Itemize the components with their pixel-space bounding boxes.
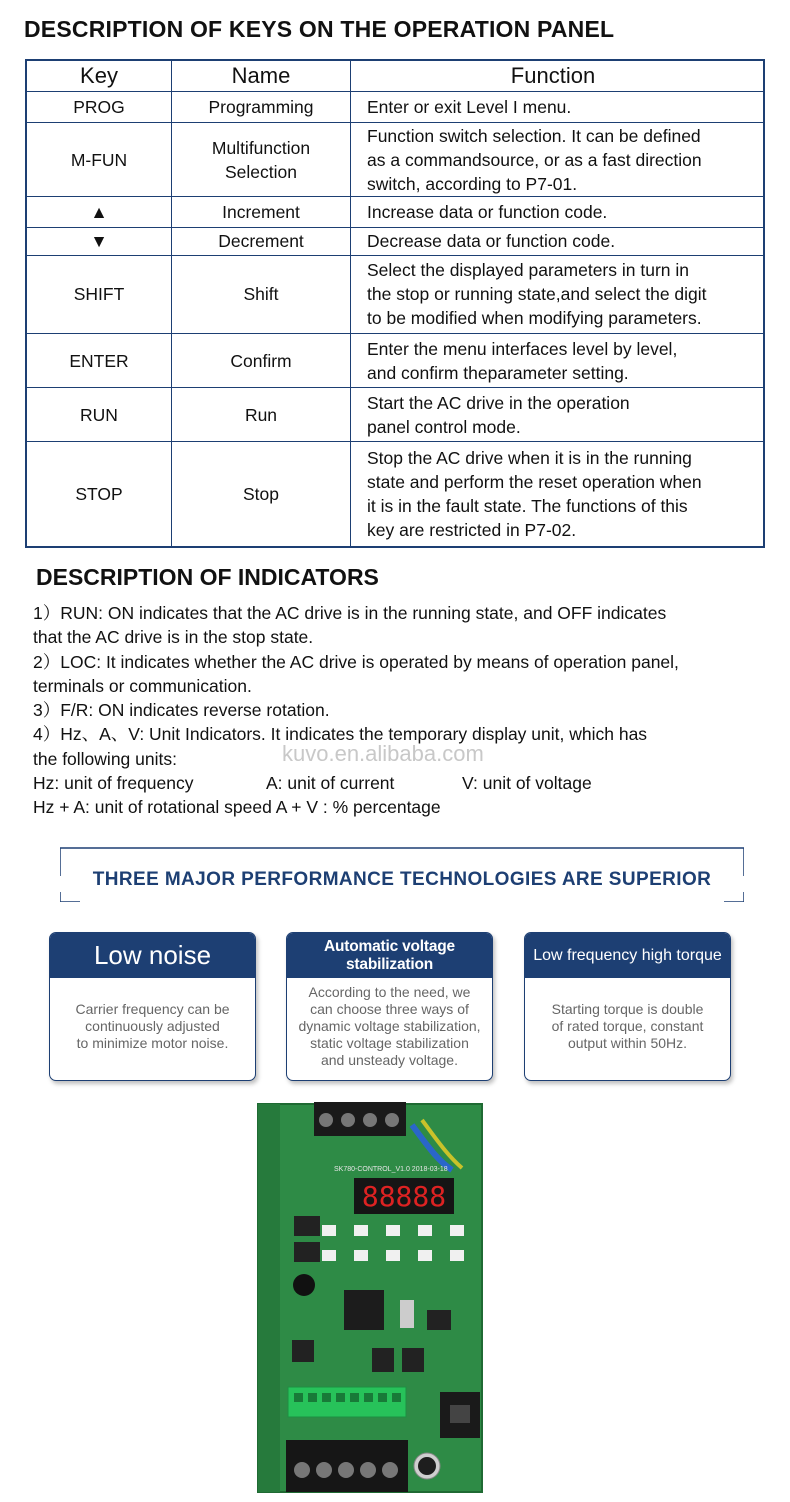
table-row <box>26 197 764 227</box>
cell-name-line: Increment <box>222 201 300 222</box>
units-combo-line: Hz + A: unit of rotational speed A + V : % percentage <box>33 797 441 818</box>
buzzer <box>293 1274 315 1296</box>
cell-function-line: it is in the fault state. The functions of this <box>367 495 688 516</box>
cell-name-line: Programming <box>208 96 314 117</box>
indicator-line: the following units: <box>33 748 177 769</box>
indicator-line: 1）RUN: ON indicates that the AC drive is in the running state, and OFF indicates <box>33 603 667 623</box>
cell-name-line: Run <box>244 404 278 425</box>
chip <box>427 1310 451 1330</box>
capacitor-top <box>418 1457 436 1475</box>
cell-key: M-FUN <box>26 122 172 196</box>
cell-name <box>172 441 351 547</box>
header-name: Name <box>172 60 351 91</box>
performance-banner <box>60 846 744 902</box>
cell-function-line: Select the displayed parameters in turn in <box>367 260 689 281</box>
feature-card-voltage-stabilization <box>286 932 493 1081</box>
cell-function <box>351 227 765 255</box>
cell-key: SHIFT <box>26 255 172 333</box>
watermark: kuvo.en.alibaba.com <box>282 741 484 766</box>
units-row <box>33 771 778 795</box>
cell-function <box>351 255 765 333</box>
cell-name <box>172 255 351 333</box>
cell-function <box>351 122 765 196</box>
indicator-line: 4）Hz、A、V: Unit Indicators. It indicates the temporary display unit, which has <box>33 724 648 745</box>
cell-function-line: Function switch selection. It can be defined <box>367 125 701 146</box>
cell-name-line: Multifunction <box>211 137 311 158</box>
header-function: Function <box>351 60 765 91</box>
indicator-line: that the AC drive is in the stop state. <box>33 627 314 648</box>
feature-card-low-noise <box>49 932 256 1081</box>
cell-name-line: Stop <box>243 483 279 504</box>
feature-desc-line: continuously adjusted <box>85 1017 220 1034</box>
cell-name-line: Confirm <box>230 350 292 371</box>
keys-table <box>25 59 765 548</box>
cell-function-line: key are restricted in P7-02. <box>367 519 577 540</box>
unit-a: A: unit of current <box>266 773 395 794</box>
chip <box>372 1348 394 1372</box>
cell-name <box>172 388 351 441</box>
feature-desc-line: According to the need, we <box>308 983 471 1000</box>
cell-name <box>172 227 351 255</box>
cell-name <box>172 197 351 227</box>
cell-name-line: Shift <box>243 284 279 305</box>
feature-card-high-torque <box>524 932 731 1081</box>
indicators-title: DESCRIPTION OF INDICATORS <box>36 564 379 590</box>
cell-function-line: state and perform the reset operation when <box>367 471 702 492</box>
chip <box>294 1216 320 1236</box>
cell-name <box>172 91 351 122</box>
indicator-line: 2）LOC: It indicates whether the AC drive is operated by means of operation panel, <box>33 651 679 672</box>
table-row <box>26 441 764 547</box>
feature-desc-line: of rated torque, constant <box>551 1017 704 1034</box>
indicators-text <box>33 601 778 820</box>
table-row <box>26 255 764 333</box>
cell-key: RUN <box>26 388 172 441</box>
table-row <box>26 122 764 196</box>
feature-title: Automatic voltage stabilization <box>287 933 492 978</box>
feature-desc-line: Starting torque is double <box>551 1000 704 1017</box>
cell-function-line: Increase data or function code. <box>367 201 608 222</box>
cell-function <box>351 334 765 388</box>
cell-key: PROG <box>26 91 172 122</box>
cell-function-line: panel control mode. <box>367 416 521 437</box>
cell-function-line: Enter or exit Level I menu. <box>367 96 572 117</box>
control-board-image <box>222 1100 492 1495</box>
feature-title: Low noise <box>50 933 255 978</box>
feature-desc-line: to minimize motor noise. <box>76 1034 229 1051</box>
cell-function <box>351 91 765 122</box>
cell-name-line: Selection <box>225 161 297 182</box>
cell-key: ▲ <box>26 197 172 227</box>
cell-function-line: Decrease data or function code. <box>367 231 616 252</box>
banner-text: THREE MAJOR PERFORMANCE TECHNOLOGIES ARE SUPERIOR <box>92 869 712 890</box>
cell-key: ENTER <box>26 334 172 388</box>
cell-key: ▼ <box>26 227 172 255</box>
feature-desc-line: Carrier frequency can be <box>75 1000 230 1017</box>
table-row <box>26 388 764 441</box>
cell-function-line: as a commandsource, or as a fast direction <box>367 149 702 170</box>
pcb-edge <box>258 1104 280 1492</box>
mcu-chip <box>344 1290 384 1330</box>
panel-keys-title: DESCRIPTION OF KEYS ON THE OPERATION PANEL <box>24 16 615 42</box>
pcb-silkscreen: SK780-CONTROL_V1.0 2018-03-18 <box>334 1166 448 1173</box>
unit-v: V: unit of voltage <box>462 773 592 794</box>
feature-desc <box>287 978 492 1074</box>
crystal <box>400 1300 414 1328</box>
cell-function-line: switch, according to P7-01. <box>367 173 578 194</box>
unit-hz: Hz: unit of frequency <box>33 773 194 794</box>
cell-function <box>351 388 765 441</box>
rj45-socket <box>450 1405 470 1423</box>
table-row <box>26 91 764 122</box>
cell-key: STOP <box>26 441 172 547</box>
cell-function <box>351 197 765 227</box>
feature-title: Low frequency high torque <box>525 933 730 978</box>
feature-desc <box>50 978 255 1074</box>
header-key: Key <box>26 60 172 91</box>
cell-name <box>172 122 351 196</box>
table-row <box>26 227 764 255</box>
cell-function-line: to be modified when modifying parameters. <box>367 308 702 329</box>
display-digits: 88888 <box>361 1180 447 1213</box>
cell-function-line: Start the AC drive in the operation <box>367 392 630 413</box>
feature-desc-line: output within 50Hz. <box>567 1034 688 1051</box>
table-row <box>26 334 764 388</box>
cell-function-line: Stop the AC drive when it is in the running <box>367 447 692 468</box>
cell-function-line: Enter the menu interfaces level by level, <box>367 338 678 359</box>
feature-desc-line: static voltage stabilization <box>310 1034 469 1051</box>
cell-name <box>172 334 351 388</box>
cell-function <box>351 441 765 547</box>
cell-name-line: Decrement <box>218 231 304 252</box>
feature-desc-line: can choose three ways of <box>310 1000 469 1017</box>
feature-desc <box>525 978 730 1074</box>
feature-desc-line: dynamic voltage stabilization, <box>298 1017 481 1034</box>
chip <box>292 1340 314 1362</box>
feature-desc-line: and unsteady voltage. <box>320 1051 458 1068</box>
cell-function-line: the stop or running state,and select the digit <box>367 284 707 305</box>
indicator-line: terminals or communication. <box>33 675 252 696</box>
chip <box>402 1348 424 1372</box>
cell-function-line: and confirm theparameter setting. <box>367 362 629 383</box>
green-terminal-block <box>288 1387 406 1417</box>
indicator-line: 3）F/R: ON indicates reverse rotation. <box>33 700 330 721</box>
chip <box>294 1242 320 1262</box>
